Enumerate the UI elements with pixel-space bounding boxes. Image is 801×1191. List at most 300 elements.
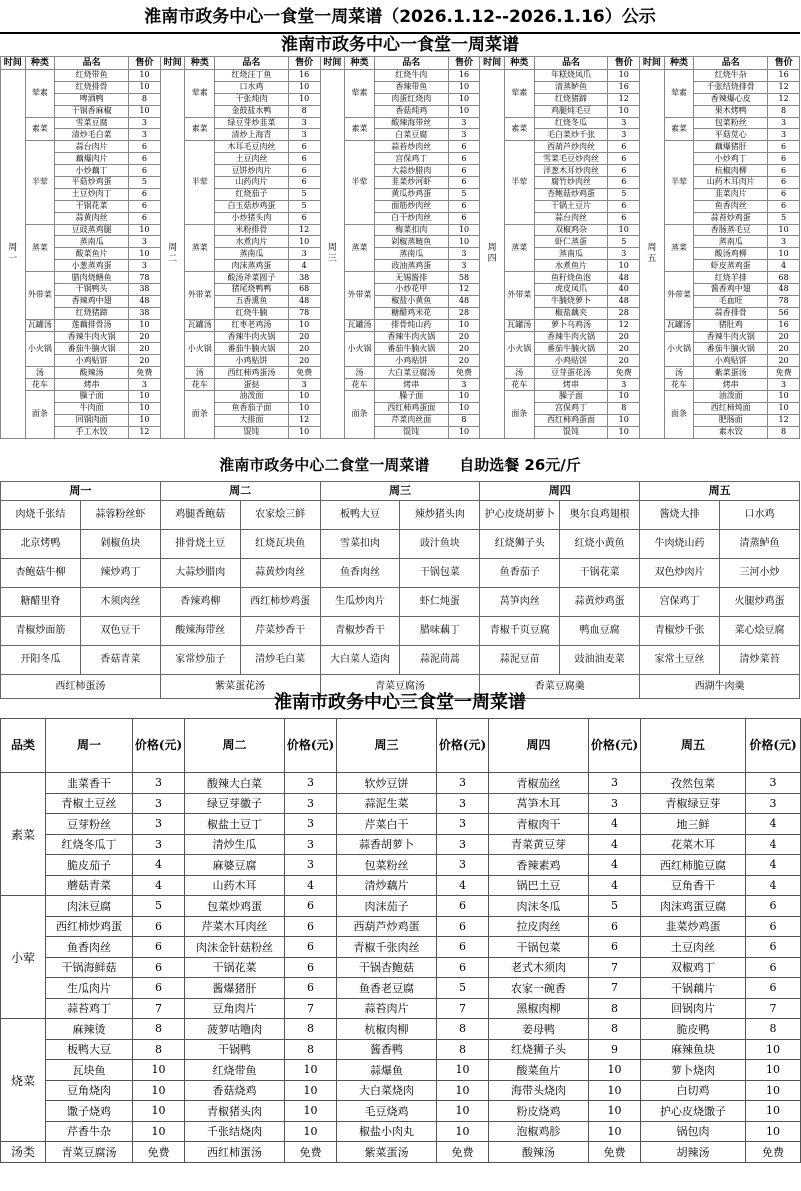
header-dish: 品名 (694, 57, 768, 70)
dish-price: 6 (768, 177, 800, 189)
dish-name: 西红柿鸡蛋面 (374, 402, 448, 414)
dish-price: 48 (288, 295, 320, 307)
dish-price: 6 (768, 188, 800, 200)
day-header: 周五 (640, 482, 800, 501)
table-row (1, 957, 801, 978)
dish-name: 肥肠面 (694, 414, 768, 426)
dish-name: 蒜泥豆苗 (480, 646, 560, 675)
dish-price: 12 (768, 414, 800, 426)
dish-name: 脆皮茄子 (46, 855, 133, 876)
dish-price: 10 (285, 1060, 337, 1081)
table-row (1, 117, 800, 129)
dish-name: 香辣牛肉火锅 (534, 331, 608, 343)
dish-price: 9 (589, 1039, 641, 1060)
dish-name: 平菇炒鸡蛋 (55, 177, 129, 189)
dish-name: 红烧排骨 (55, 81, 129, 93)
dish-price: 5 (288, 188, 320, 200)
dish-price: 10 (608, 105, 640, 117)
table-row (1, 793, 801, 814)
dish-name: 双色炒肉片 (640, 559, 720, 588)
dish-name: 锅包肉 (641, 1121, 746, 1142)
dish-price: 10 (288, 236, 320, 248)
dish-name: 芹菜白干 (337, 814, 437, 835)
dish-name: 红烧牛杂 (694, 70, 768, 82)
category-label: 小火锅 (185, 331, 215, 367)
table-row (1, 1060, 801, 1081)
dish-name: 排骨炖山药 (374, 319, 448, 331)
category-label: 素菜 (1, 773, 46, 896)
dish-name: 干锅香麻椒 (55, 105, 129, 117)
dish-price: 10 (448, 93, 480, 105)
dish-name: 雪菜毛豆炒肉丝 (534, 153, 608, 165)
dish-name: 蘑菇青菜 (46, 875, 133, 896)
dish-price: 10 (129, 248, 161, 260)
dish-name: 软炒豆饼 (337, 773, 437, 794)
dish-price: 20 (288, 343, 320, 355)
dish-price: 10 (448, 402, 480, 414)
dish-name: 辣炒猪头肉 (400, 501, 480, 530)
dish-name: 清炒毛白菜 (240, 646, 320, 675)
dish-name: 年糕烧凤爪 (534, 70, 608, 82)
dish-name: 糖醋里脊 (1, 588, 81, 617)
dish-name: 油泼面 (215, 391, 289, 403)
dish-price: 5 (608, 188, 640, 200)
dish-name: 家常土豆丝 (640, 646, 720, 675)
dish-name: 蛋挞 (215, 379, 289, 391)
soup-name: 西红柿蛋汤 (1, 675, 161, 699)
dish-price: 10 (285, 1121, 337, 1142)
category-label: 瓦罐汤 (25, 319, 55, 331)
dish-name: 白菜豆腐 (374, 129, 448, 141)
dish-price: 48 (768, 284, 800, 296)
dish-price: 28 (608, 307, 640, 319)
header-price: 价格(元) (589, 719, 641, 773)
dish-name: 粉皮烧鸡 (489, 1101, 589, 1122)
dish-name: 杭椒肉柳 (337, 1019, 437, 1040)
table-row (1, 367, 800, 379)
dish-price: 10 (133, 1080, 185, 1101)
dish-name: 酸菜鱼片 (55, 248, 129, 260)
dish-name: 毛豆烧鸡 (337, 1101, 437, 1122)
dish-name: 双色豆干 (80, 617, 160, 646)
dish-name: 香肠蒸毛豆 (694, 224, 768, 236)
dish-price: 6 (437, 916, 489, 937)
dish-name: 小炒猪头肉 (215, 212, 289, 224)
dish-name: 干锅鸭头 (55, 284, 129, 296)
dish-price: 3 (746, 773, 801, 794)
dish-price: 3 (768, 236, 800, 248)
category-label: 瓦罐汤 (504, 319, 534, 331)
dish-price: 10 (448, 236, 480, 248)
dish-price: 10 (133, 1121, 185, 1142)
dish-name: 红烧牛肉 (374, 70, 448, 82)
dish-price: 6 (288, 141, 320, 153)
dish-name: 椒盐小黄鱼 (374, 295, 448, 307)
dish-price: 3 (589, 793, 641, 814)
dish-name: 干锅花菜 (185, 957, 285, 978)
dish-name: 孜然包菜 (641, 773, 746, 794)
category-label: 半荤 (504, 141, 534, 224)
dish-price: 3 (437, 814, 489, 835)
dish-name: 香辣牛肉火锅 (215, 331, 289, 343)
dish-price: 10 (746, 1060, 801, 1081)
dish-price: 10 (129, 414, 161, 426)
category-label: 半荤 (664, 141, 694, 224)
dish-price: 6 (768, 141, 800, 153)
dish-price: 6 (589, 937, 641, 958)
dish-name: 小炒花甲 (374, 284, 448, 296)
dish-price: 4 (746, 834, 801, 855)
dish-name: 姜母鸭 (489, 1019, 589, 1040)
header-dish: 品名 (374, 57, 448, 70)
dish-price: 6 (608, 141, 640, 153)
dish-price: 10 (437, 1080, 489, 1101)
dish-price: 58 (448, 272, 480, 284)
dish-name: 蒸南瓜 (374, 248, 448, 260)
dish-name: 花菜木耳 (641, 834, 746, 855)
dish-price: 6 (608, 165, 640, 177)
dish-price: 6 (608, 212, 640, 224)
dish-price: 6 (288, 165, 320, 177)
dish-name: 小鸡贴饼 (55, 355, 129, 367)
dish-name: 西红柿炒鸡蛋 (240, 588, 320, 617)
dish-name: 红枣老鸡汤 (215, 319, 289, 331)
dish-name: 辣炒鸡丁 (80, 559, 160, 588)
dish-name: 白切鸡 (641, 1080, 746, 1101)
dish-price: 5 (608, 236, 640, 248)
canteen3-title: 淮南市政务中心三食堂一周菜谱 (274, 692, 526, 713)
dish-price: 16 (768, 319, 800, 331)
dish-price: 6 (448, 153, 480, 165)
header-category: 种类 (664, 57, 694, 70)
table-row (1, 331, 800, 343)
day-header: 周一 (46, 719, 133, 773)
header-price: 价格(元) (285, 719, 337, 773)
dish-name: 平菇苋心 (694, 129, 768, 141)
dish-name: 酸汤斧菜圆子 (215, 272, 289, 284)
soup-name: 紫菜蛋花汤 (160, 675, 320, 699)
dish-name: 烤串 (374, 379, 448, 391)
dish-price: 6 (746, 937, 801, 958)
dish-price: 3 (288, 379, 320, 391)
dish-name: 酱香鸡中翅 (694, 284, 768, 296)
dish-price: 8 (285, 1019, 337, 1040)
dish-name: 蒜香胡萝卜 (337, 834, 437, 855)
dish-name: 虾仁炖蛋 (400, 588, 480, 617)
dish-price: 3 (448, 129, 480, 141)
header-dish: 品名 (215, 57, 289, 70)
category-label: 外带菜 (504, 272, 534, 320)
category-label: 蒸菜 (345, 224, 375, 272)
soup-name: 青菜豆腐汤 (320, 675, 480, 699)
dish-price: 6 (437, 896, 489, 917)
header-price: 售价 (129, 57, 161, 70)
canteen2-header-row (1, 482, 800, 501)
dish-price: 3 (288, 117, 320, 129)
dish-name: 韭菜肉片 (694, 188, 768, 200)
dish-name: 馄饨 (215, 426, 289, 438)
category-label: 外带菜 (664, 272, 694, 320)
dish-name: 红烧狮子头 (489, 1039, 589, 1060)
dish-name: 牛肉面 (55, 402, 129, 414)
dish-name: 蒸南瓜 (55, 236, 129, 248)
dish-name: 生瓜炒肉片 (320, 588, 400, 617)
dish-name: 菠萝咕噜肉 (185, 1019, 285, 1040)
dish-name: 啤酒鸭 (55, 93, 129, 105)
category-label: 面条 (345, 391, 375, 439)
dish-name: 西红柿鸡蛋面 (534, 414, 608, 426)
dish-price: 10 (608, 70, 640, 82)
dish-price: 6 (768, 200, 800, 212)
category-label: 素菜 (345, 117, 375, 141)
header-time: 时间 (160, 57, 185, 70)
dish-name: 椒盐藕夹 (534, 307, 608, 319)
dish-price: 3 (285, 814, 337, 835)
dish-name: 宫保鸡丁 (640, 588, 720, 617)
dish-price: 7 (589, 978, 641, 999)
dish-name: 香辣鸡中翅 (55, 295, 129, 307)
dish-name: 土豆炒肉丁 (55, 188, 129, 200)
dish-name: 杏鲍菇牛柳 (1, 559, 81, 588)
table-row (1, 379, 800, 391)
dish-price: 4 (768, 260, 800, 272)
dish-price: 48 (608, 295, 640, 307)
dish-name: 蒜苔炒鸡蛋 (694, 212, 768, 224)
header-price: 价格(元) (746, 719, 801, 773)
dish-name: 千张结烧排骨 (694, 81, 768, 93)
dish-name: 包菜粉丝 (337, 855, 437, 876)
dish-price: 10 (288, 93, 320, 105)
dish-name: 烤串 (55, 379, 129, 391)
dish-name: 豆豉蒸鸡腿 (55, 224, 129, 236)
table-row (1, 814, 801, 835)
table-row (1, 1101, 801, 1122)
dish-name: 西红柿脆豆腐 (641, 855, 746, 876)
dish-name: 肉蛋红烧肉 (374, 93, 448, 105)
dish-price: 3 (437, 834, 489, 855)
dish-name: 大蒜炒腊肉 (160, 559, 240, 588)
dish-price: 10 (589, 1101, 641, 1122)
dish-price: 6 (437, 937, 489, 958)
dish-price: 免费 (288, 367, 320, 379)
category-label: 蒸菜 (185, 224, 215, 272)
dish-price: 20 (608, 355, 640, 367)
dish-name: 西红柿炖面 (694, 402, 768, 414)
dish-price: 6 (285, 978, 337, 999)
dish-price: 6 (129, 153, 161, 165)
table-row (1, 875, 801, 896)
dish-price: 6 (133, 916, 185, 937)
day-header: 周二 (185, 719, 285, 773)
dish-name: 小炒鸡丁 (694, 153, 768, 165)
category-label: 小火锅 (25, 331, 55, 367)
dish-price: 6 (133, 978, 185, 999)
dish-price: 3 (768, 379, 800, 391)
category-label: 汤 (345, 367, 375, 379)
canteen3-section (0, 688, 800, 1191)
canteen1-header-row (1, 57, 800, 70)
table-row (1, 1080, 801, 1101)
dish-price: 20 (288, 355, 320, 367)
dish-name: 芹菜炒香干 (240, 617, 320, 646)
day-header: 周五 (641, 719, 746, 773)
category-label: 蒸菜 (25, 224, 55, 272)
dish-price: 16 (288, 70, 320, 82)
dish-price: 3 (448, 248, 480, 260)
dish-name: 红烧羊排 (694, 272, 768, 284)
dish-name: 红烧猪蹄 (534, 93, 608, 105)
dish-name: 胡辣汤 (641, 1142, 746, 1163)
dish-price: 5 (768, 212, 800, 224)
dish-name: 蒜黄炒鸡蛋 (560, 588, 640, 617)
dish-price: 78 (768, 295, 800, 307)
dish-name: 肉沫鸡蛋豆腐 (641, 896, 746, 917)
header-price: 价格(元) (133, 719, 185, 773)
dish-name: 肉沫冬瓜 (489, 896, 589, 917)
dish-price: 20 (768, 355, 800, 367)
header-price: 售价 (288, 57, 320, 70)
dish-price: 8 (133, 1039, 185, 1060)
dish-name: 番茄牛腩火锅 (374, 343, 448, 355)
dish-name: 鸭血豆腐 (560, 617, 640, 646)
dish-price: 8 (437, 1039, 489, 1060)
dish-name: 蒜苔鸡丁 (46, 998, 133, 1019)
dish-price: 10 (608, 414, 640, 426)
dish-name: 红烧瓦块鱼 (240, 530, 320, 559)
dish-name: 莴笋木耳 (489, 793, 589, 814)
dish-price: 3 (437, 793, 489, 814)
dish-price: 8 (437, 1019, 489, 1040)
dish-price: 4 (589, 834, 641, 855)
dish-name: 土豆肉丝 (215, 153, 289, 165)
dish-price: 10 (285, 1101, 337, 1122)
canteen2-section (0, 451, 800, 692)
header-category: 品类 (1, 719, 46, 773)
dish-price: 10 (288, 81, 320, 93)
dish-name: 豆角香干 (641, 875, 746, 896)
dish-name: 板鸭大豆 (46, 1039, 133, 1060)
dish-name: 五香熏鱼 (215, 295, 289, 307)
table-row (1, 70, 800, 82)
dish-name: 蒜台肉丝 (534, 212, 608, 224)
dish-name: 莴笋肉丝 (480, 588, 560, 617)
dish-name: 家常炒茄子 (160, 646, 240, 675)
dish-price: 10 (608, 224, 640, 236)
dish-price: 6 (746, 916, 801, 937)
dish-price: 3 (133, 793, 185, 814)
dish-price: 6 (129, 188, 161, 200)
dish-name: 紫菜蛋汤 (694, 367, 768, 379)
dish-name: 青椒千页豆腐 (480, 617, 560, 646)
category-label: 荤素 (504, 70, 534, 118)
dish-name: 脆皮鸭 (641, 1019, 746, 1040)
dish-price: 10 (746, 1121, 801, 1142)
dish-name: 豆芽蛋花汤 (534, 367, 608, 379)
category-label: 素菜 (185, 117, 215, 141)
dish-name: 清炒生瓜 (185, 834, 285, 855)
dish-name: 香菇烧鸡 (185, 1080, 285, 1101)
dish-price: 6 (448, 200, 480, 212)
dish-name: 青椒炒香干 (320, 617, 400, 646)
dish-name: 蒜黄肉丝 (55, 212, 129, 224)
dish-name: 剁椒鱼块 (80, 530, 160, 559)
dish-name: 香辣素鸡 (489, 855, 589, 876)
dish-name: 毛白菜炒千张 (534, 129, 608, 141)
canteen1-section (0, 34, 800, 449)
dish-name: 蒜苔炒肉丝 (374, 141, 448, 153)
dish-price: 38 (129, 307, 161, 319)
table-row (1, 896, 801, 917)
dish-price: 10 (288, 426, 320, 438)
dish-name: 海带头烧肉 (489, 1080, 589, 1101)
canteen3-header-row (1, 719, 801, 773)
dish-name: 清炒上海青 (215, 129, 289, 141)
dish-name: 双椒鸡杂 (534, 224, 608, 236)
dish-price: 3 (608, 129, 640, 141)
dish-name: 韭菜炒鸡蛋 (641, 916, 746, 937)
dish-name: 山药木耳肉片 (694, 177, 768, 189)
dish-price: 4 (288, 260, 320, 272)
dish-price: 6 (129, 141, 161, 153)
dish-name: 雪菜豆腐 (55, 117, 129, 129)
dish-name: 白玉菇炒鸡蛋 (215, 200, 289, 212)
dish-name: 地三鲜 (641, 814, 746, 835)
dish-price: 78 (288, 307, 320, 319)
dish-price: 3 (437, 773, 489, 794)
dish-price: 10 (129, 319, 161, 331)
dish-name: 蒜台肉片 (55, 141, 129, 153)
dish-price: 8 (589, 1019, 641, 1040)
dish-name: 鸡腿炖毛豆 (534, 105, 608, 117)
header-time: 时间 (1, 57, 26, 70)
dish-price: 20 (129, 355, 161, 367)
dish-price: 4 (133, 875, 185, 896)
dish-name: 口水鸡 (215, 81, 289, 93)
category-label: 外带菜 (25, 272, 55, 320)
dish-name: 干锅土豆片 (534, 200, 608, 212)
dish-name: 麻辣鱼块 (641, 1039, 746, 1060)
category-label: 荤素 (25, 70, 55, 118)
dish-price: 6 (448, 165, 480, 177)
dish-name: 肉烧千张结 (1, 501, 81, 530)
dish-name: 馄饨 (534, 426, 608, 438)
dish-price: 5 (437, 978, 489, 999)
dish-price: 10 (129, 402, 161, 414)
dish-name: 蒸南瓜 (534, 248, 608, 260)
day-header: 周三 (320, 482, 480, 501)
dish-name: 豆芽粉丝 (46, 814, 133, 835)
dish-name: 清炒毛白菜 (55, 129, 129, 141)
dish-name: 千张结烧肉 (185, 1121, 285, 1142)
dish-name: 青椒千张肉丝 (337, 937, 437, 958)
dish-name: 青菜豆腐汤 (46, 1142, 133, 1163)
dish-name: 宫保鸡丁 (534, 402, 608, 414)
dish-price: 12 (608, 319, 640, 331)
dish-price: 8 (133, 1019, 185, 1040)
dish-name: 口水鸡 (720, 501, 800, 530)
dish-price: 12 (129, 426, 161, 438)
dish-name: 油泼面 (694, 391, 768, 403)
dish-name: 米粉排骨 (215, 224, 289, 236)
dish-price: 68 (768, 272, 800, 284)
soup-name: 西湖牛肉羹 (640, 675, 800, 699)
dish-name: 蒜黄炒肉丝 (240, 559, 320, 588)
dish-price: 6 (133, 937, 185, 958)
dish-price: 免费 (589, 1142, 641, 1163)
category-label: 花车 (664, 379, 694, 391)
dish-name: 大白菜人造肉 (320, 646, 400, 675)
soup-name: 香菜豆腐羹 (480, 675, 640, 699)
